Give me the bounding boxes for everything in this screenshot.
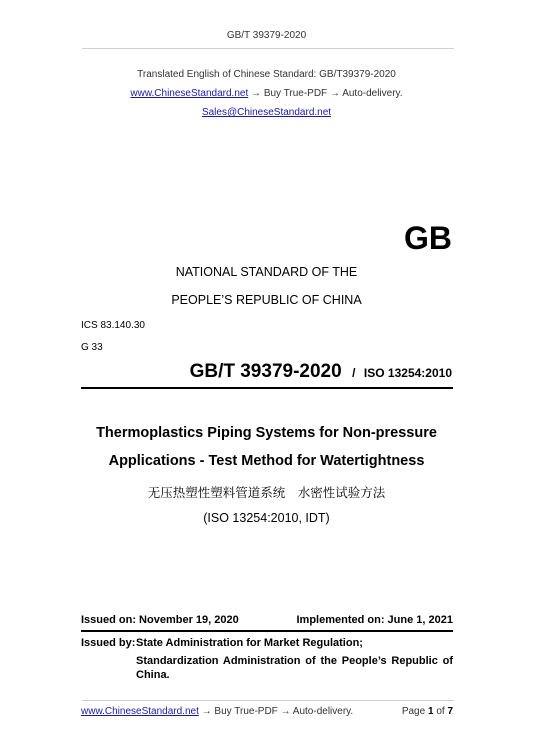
implemented-on: Implemented on: June 1, 2021 bbox=[296, 614, 453, 626]
footer-site-link[interactable]: www.ChineseStandard.net bbox=[81, 706, 199, 717]
ccs-code: G 33 bbox=[81, 342, 103, 353]
standard-separator: / bbox=[352, 366, 356, 380]
arrow-icon: → bbox=[251, 88, 262, 99]
ics-code: ICS 83.140.30 bbox=[81, 320, 145, 331]
translation-notice: Translated English of Chinese Standard: GB/T39379-2020 bbox=[137, 69, 396, 80]
standard-number: GB/T 39379-2020 bbox=[189, 361, 342, 382]
issuer-2-line1: Standardization Administration of the People’s Republic of bbox=[136, 655, 453, 667]
footer bbox=[81, 706, 453, 717]
sales-email-link[interactable]: Sales@ChineseStandard.net bbox=[201, 107, 332, 118]
iso-reference: ISO 13254:2010 bbox=[363, 366, 452, 380]
issued-on: Issued on: November 19, 2020 bbox=[81, 614, 239, 626]
buy-pdf-text: Buy True-PDF bbox=[263, 88, 328, 99]
page-indicator bbox=[402, 706, 453, 717]
footer-divider bbox=[82, 700, 454, 701]
translation-links bbox=[0, 88, 533, 99]
national-standard-line2: PEOPLE’S REPUBLIC OF CHINA bbox=[171, 293, 362, 307]
identical-note: (ISO 13254:2010, IDT) bbox=[203, 511, 330, 525]
dates-rule bbox=[81, 630, 453, 632]
page-total: 7 bbox=[447, 706, 453, 717]
issued-by-label: Issued by: bbox=[81, 637, 136, 649]
auto-delivery-text: Auto-delivery. bbox=[342, 88, 403, 99]
footer-buy-text: Buy True-PDF bbox=[214, 706, 278, 717]
email-line bbox=[0, 107, 533, 118]
arrow-icon: → bbox=[201, 706, 212, 717]
header-divider bbox=[82, 48, 454, 49]
standard-number-line bbox=[150, 361, 452, 383]
site-link[interactable]: www.ChineseStandard.net bbox=[130, 88, 249, 99]
page-current: 1 bbox=[427, 706, 434, 717]
issuer-2-line2: China. bbox=[136, 669, 170, 681]
issuer-1: State Administration for Market Regulation; bbox=[136, 637, 363, 649]
title-chinese: 无压热塑性塑料管道系统 水密性试验方法 bbox=[147, 485, 386, 500]
title-line1: Thermoplastics Piping Systems for Non-pressure bbox=[96, 425, 437, 441]
footer-delivery-text: Auto-delivery. bbox=[292, 706, 354, 717]
national-standard-line1: NATIONAL STANDARD OF THE bbox=[175, 265, 358, 279]
dates-row bbox=[81, 614, 453, 626]
gb-mark: GB bbox=[404, 220, 452, 256]
running-header: GB/T 39379-2020 bbox=[226, 30, 307, 41]
standard-number-rule bbox=[81, 387, 453, 389]
arrow-icon: → bbox=[280, 706, 291, 717]
title-line2: Applications - Test Method for Watertightness bbox=[108, 453, 425, 469]
arrow-icon: → bbox=[329, 88, 340, 99]
page-label: Page bbox=[401, 706, 426, 717]
page-of: of bbox=[436, 706, 445, 717]
